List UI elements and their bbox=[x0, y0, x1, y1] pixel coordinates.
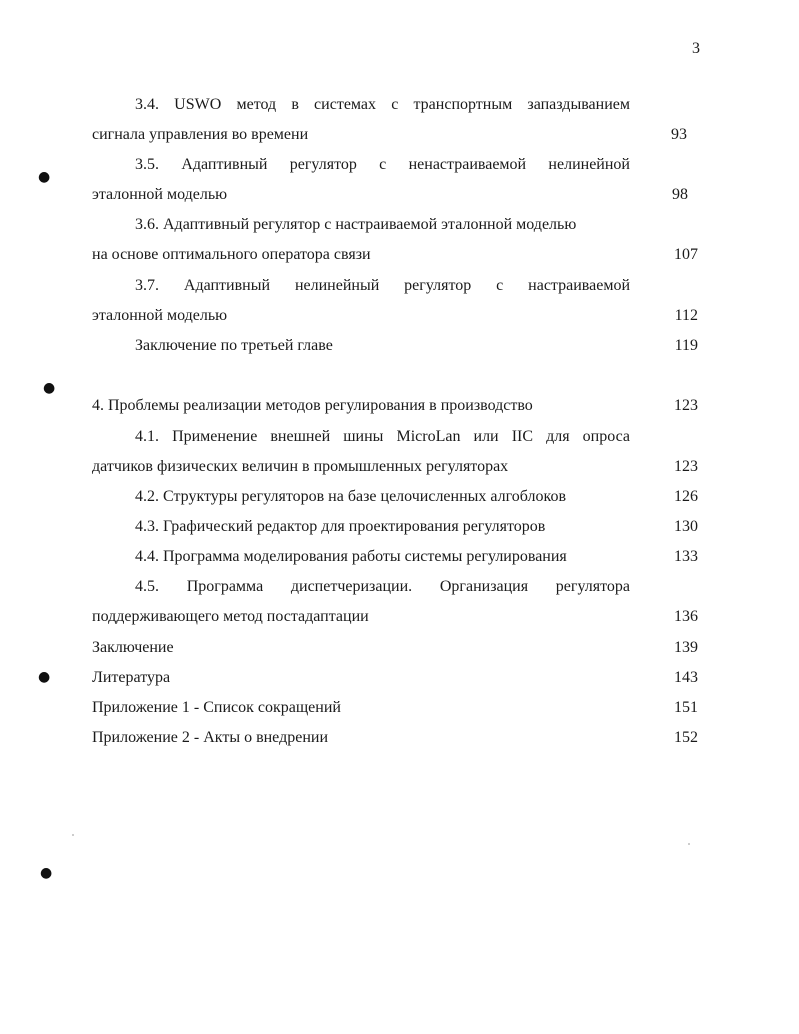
toc-entry-4-1-line-1: 4.1. Применение внешней шины MicroLan или IIC для опроса bbox=[135, 428, 630, 445]
toc-entry-4-5-page: 136 bbox=[674, 608, 698, 625]
toc-entry-4-4: 4.4. Программа моделирования работы системы регулирования bbox=[135, 548, 567, 565]
scan-smudge-mark: ● bbox=[40, 865, 53, 881]
toc-entry-3-6-line-2: на основе оптимального оператора связи bbox=[92, 246, 371, 263]
toc-entry-appendix-1-page: 151 bbox=[674, 699, 698, 716]
toc-entry-appendix-1: Приложение 1 - Список сокращений bbox=[92, 699, 341, 716]
toc-entry-4-1-page: 123 bbox=[674, 458, 698, 475]
toc-entry-4-4-page: 133 bbox=[674, 548, 698, 565]
scan-smudge-mark: ● bbox=[38, 669, 51, 685]
toc-entry-3-7-line-1: 3.7. Адаптивный нелинейный регулятор с настраиваемой bbox=[135, 277, 630, 294]
toc-entry-4-3-page: 130 bbox=[674, 518, 698, 535]
toc-entry-3-7-line-2: эталонной моделью bbox=[92, 307, 228, 324]
toc-entry-conclusion-ch3-page: 119 bbox=[674, 337, 698, 354]
toc-entry-appendix-2-page: 152 bbox=[674, 729, 698, 746]
scan-smudge-mark: ● bbox=[43, 380, 56, 396]
toc-entry-4-5-line-2: поддерживающего метод постадаптации bbox=[92, 608, 369, 625]
scan-smudge-mark: ● bbox=[38, 169, 51, 185]
toc-entry-appendix-2: Приложение 2 - Акты о внедрении bbox=[92, 729, 328, 746]
toc-entry-chapter-4: 4. Проблемы реализации методов регулирования в производство bbox=[92, 397, 533, 414]
toc-entry-4-5-line-1: 4.5. Программа диспетчеризации. Организация регулятора bbox=[135, 578, 630, 595]
toc-entry-3-5-line-2: эталонной моделью bbox=[92, 186, 228, 203]
toc-entry-3-4-line-1: 3.4. USWO метод в системах с транспортным запаздыванием bbox=[135, 96, 630, 113]
toc-entry-4-3: 4.3. Графический редактор для проектирования регуляторов bbox=[135, 518, 546, 535]
toc-entry-literature: Литература bbox=[92, 669, 171, 686]
toc-entry-conclusion: Заключение bbox=[92, 639, 174, 656]
toc-entry-4-2: 4.2. Структуры регуляторов на базе целочисленных алгоблоков bbox=[135, 488, 567, 505]
toc-entry-chapter-4-page: 123 bbox=[674, 397, 698, 414]
toc-entry-3-6-page: 107 bbox=[674, 246, 698, 263]
toc-entry-3-7-page: 112 bbox=[674, 307, 698, 324]
toc-entry-literature-page: 143 bbox=[674, 669, 698, 686]
toc-entry-4-1-line-2: датчиков физических величин в промышленных регуляторах bbox=[92, 458, 509, 475]
scan-speck bbox=[688, 843, 690, 845]
scan-speck bbox=[72, 834, 74, 836]
toc-entry-3-4-line-2: сигнала управления во времени bbox=[92, 126, 309, 143]
toc-entry-conclusion-page: 139 bbox=[674, 639, 698, 656]
toc-entry-4-2-page: 126 bbox=[674, 488, 698, 505]
toc-entry-conclusion-ch3: Заключение по третьей главе bbox=[135, 337, 333, 354]
page-number: 3 bbox=[692, 40, 700, 57]
toc-entry-3-6-line-1: 3.6. Адаптивный регулятор с настраиваемой эталонной моделью bbox=[135, 216, 577, 233]
toc-entry-3-5-page: 98 bbox=[672, 186, 688, 203]
toc-entry-3-5-line-1: 3.5. Адаптивный регулятор с ненастраиваемой нелинейной bbox=[135, 156, 630, 173]
toc-entry-3-4-page: 93 bbox=[671, 126, 687, 143]
